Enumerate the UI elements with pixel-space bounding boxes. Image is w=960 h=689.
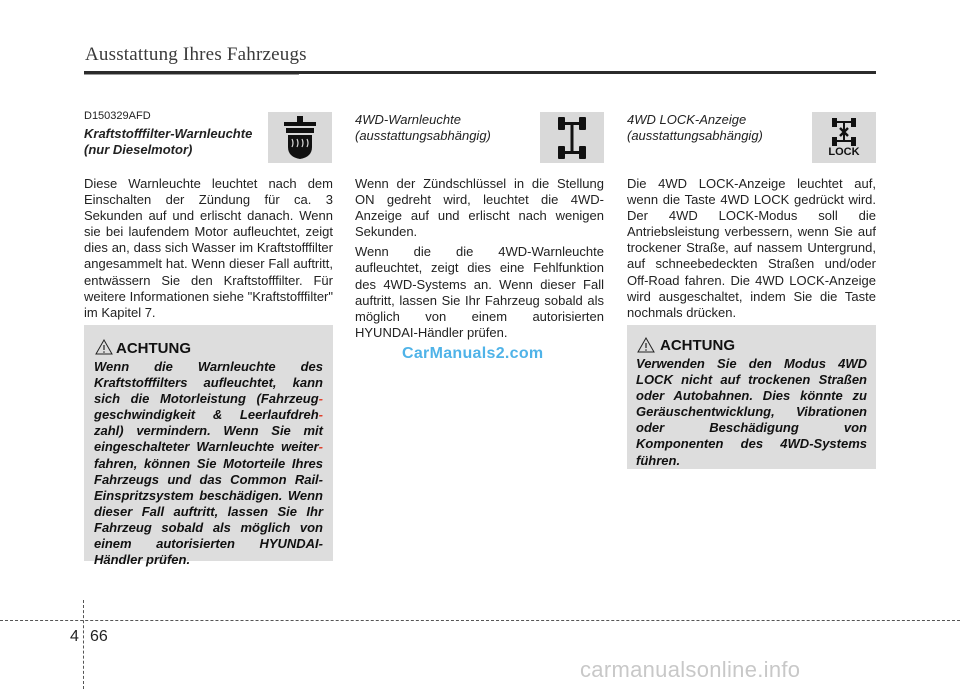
warning-line: eingeschalteter Warnleuchte weiter- [94, 439, 323, 455]
fuel-filter-icon [280, 115, 320, 161]
warning-triangle-icon [637, 337, 655, 353]
fuel-filter-warning-text [94, 359, 323, 568]
warning-line: dieser Fall auftritt, lassen Sie Ihr [94, 503, 323, 519]
4wd-lock-icon-label: LOCK [828, 146, 860, 158]
chapter-number: 4 [70, 628, 79, 645]
4wd-warning-subhead-line2: (ausstattungsabhängig) [355, 128, 491, 143]
warning-line: sich die Motorleistung (Fahrzeug- [94, 391, 323, 407]
4wd-lock-subhead-line2: (ausstattungsabhängig) [627, 128, 763, 143]
warning-line: Händler prüfen. [94, 552, 191, 568]
warning-line: Einspritzsystem beschädigen. Wenn [94, 487, 323, 503]
fuel-filter-warning-title: ACHTUNG [116, 340, 191, 357]
4wd-warning-para2: Wenn die die 4WD-Warnleuchte aufleuchtet, zeigt dies eine Fehlfunktion des 4WD-Systems an. Wenn dieser Fall auftritt, lassen Sie Ihr Fahrzeug sobald als möglich von einem autorisierten HYUNDAI-Händler prüfen. [355, 244, 604, 340]
fuel-filter-subhead-line2: (nur Dieselmotor) [84, 142, 193, 157]
warning-line: Wenn die Warnleuchte des [94, 359, 323, 374]
4wd-lock-drivetrain-icon [829, 117, 859, 147]
4wd-lock-body: Die 4WD LOCK-Anzeige leuchtet auf, wenn die Taste 4WD LOCK gedrückt wird. Der 4WD LOCK-Modus soll die Antriebsleistung verbessern, wenn Sie auf trockener Straße, auf nassem Untergrund, auf schneebedeckten Straßen und/oder Off-Road fahren. Die 4WD LOCK-Anzeige wird ausgeschaltet, indem Sie die Taste nochmals drücken. [627, 176, 876, 320]
page-header-title: Ausstattung Ihres Fahrzeugs [85, 44, 307, 65]
4wd-lock-subhead [627, 112, 817, 144]
fuel-filter-icon-box [268, 112, 332, 163]
4wd-warning-icon-box [540, 112, 604, 163]
4wd-lock-warning-title: ACHTUNG [660, 337, 735, 354]
4wd-lock-warning-box [627, 325, 876, 469]
section-code: D150329AFD [84, 110, 151, 122]
warning-line: Kraftstofffilters aufleuchtet, kann [94, 375, 323, 391]
warning-triangle-icon [95, 339, 113, 355]
hyphen-mark: - [318, 439, 323, 455]
4wd-drivetrain-icon [555, 115, 589, 161]
4wd-warning-subhead [355, 112, 545, 144]
hyphen-mark: - [318, 391, 323, 407]
header-rule-light [84, 74, 299, 75]
fuel-filter-subhead-line1: Kraftstofffilter-Warnleuchte [84, 126, 253, 141]
fuel-filter-warning-box [84, 325, 333, 568]
4wd-lock-icon-box [812, 112, 876, 163]
site-watermark: carmanualsonline.info [580, 657, 801, 682]
warning-line: fahren, können Sie Motorteile Ihres [94, 455, 323, 471]
hyphen-mark: - [318, 407, 323, 423]
4wd-warning-para1: Wenn der Zündschlüssel in die Stellung ON gedreht wird, leuchtet die 4WD-Anzeige auf und erlischt nach wenigen Sekunden. [355, 176, 604, 240]
fuel-filter-body: Diese Warnleuchte leuchtet nach dem Einschalten der Zündung für ca. 3 Sekunden auf und erlischt danach. Wenn sie bei laufendem Motor aufleuchtet, zeigt dies an, dass sich Wasser im Kraftstofffilter angesammelt hat. Wenn dieser Fall auftritt, entwässern Sie den Kraftstofffilter. Für weitere Informationen siehe "Kraftstofffilter" im Kapitel 7. [84, 176, 333, 320]
warning-line: einem autorisierten HYUNDAI- [94, 536, 323, 552]
warning-line: zahl) vermindern. Wenn Sie mit [94, 423, 323, 439]
warning-line: Fahrzeugs und das Common Rail- [94, 471, 323, 487]
4wd-lock-subhead-line1: 4WD LOCK-Anzeige [627, 112, 747, 127]
footer-dashed-rule [0, 620, 960, 621]
page-number: 66 [90, 628, 108, 645]
fuel-filter-subhead [84, 126, 269, 158]
warning-line: geschwindigkeit & Leerlaufdreh- [94, 407, 323, 423]
carmanuals-watermark: CarManuals2.com [402, 345, 544, 362]
footer-vertical-dashed-rule [83, 600, 84, 689]
4wd-warning-subhead-line1: 4WD-Warnleuchte [355, 112, 461, 127]
4wd-warning-body [355, 176, 604, 345]
4wd-lock-warning-text: Verwenden Sie den Modus 4WD LOCK nicht auf trockenen Straßen oder Autobahnen. Dies könnte zu Geräuschentwicklung, Vibrationen oder Beschädigung von Komponenten des 4WD-Systems führen. [636, 356, 867, 468]
warning-line: Fahrzeug sobald als möglich von [94, 519, 323, 535]
